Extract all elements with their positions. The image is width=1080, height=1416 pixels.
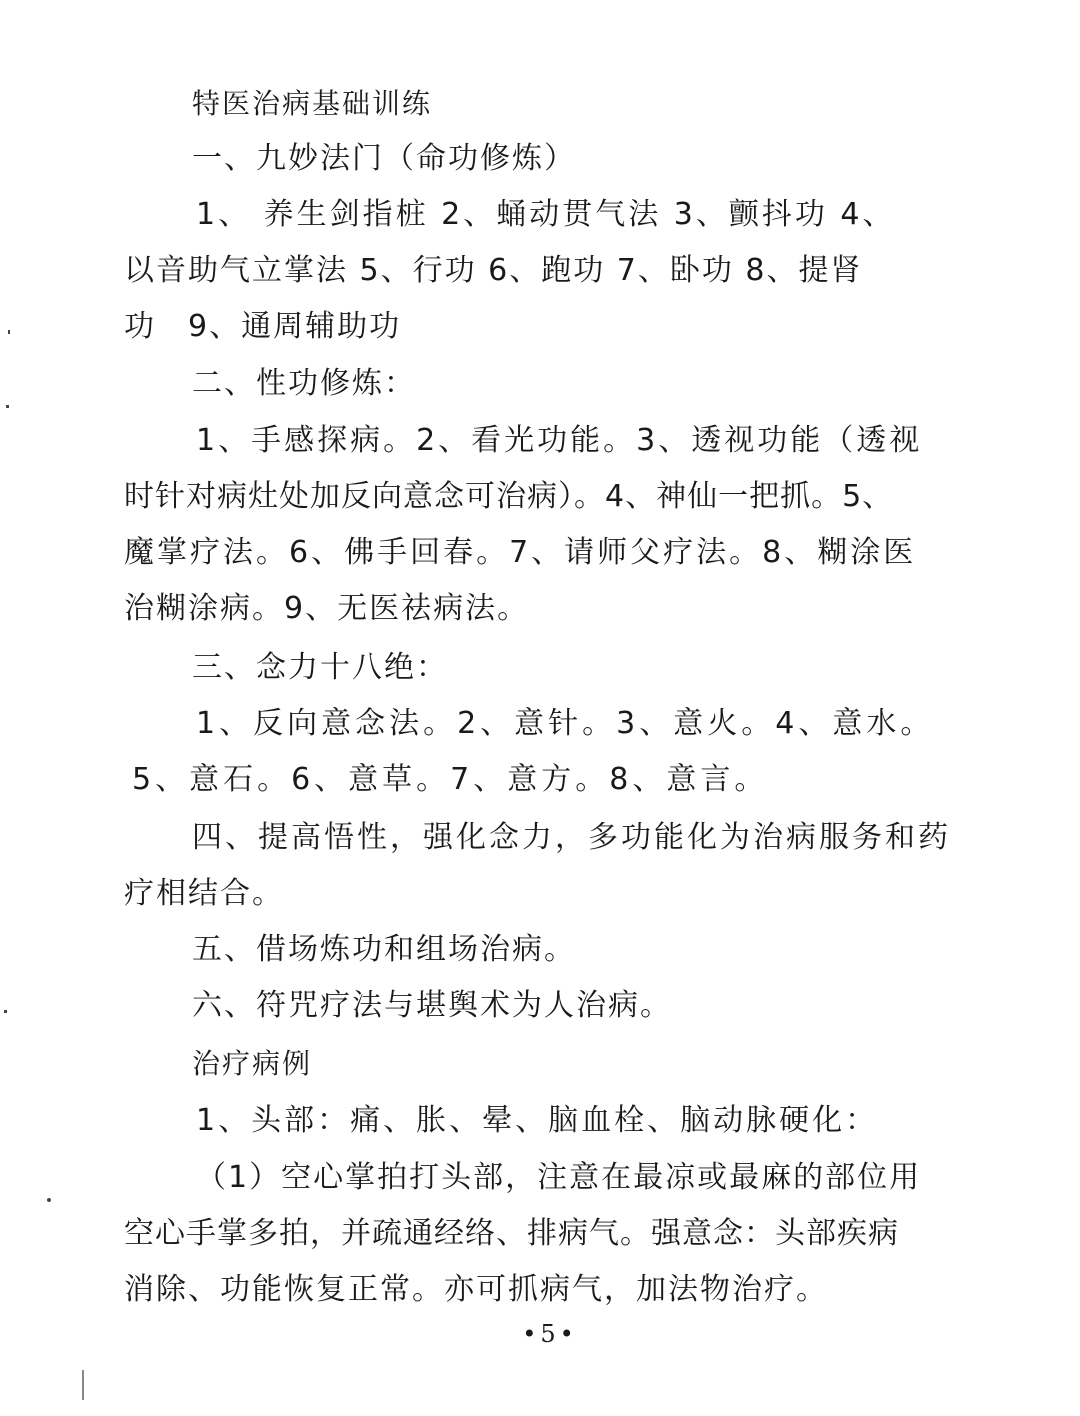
text-line: 功 9、通周辅助功 (124, 309, 402, 344)
text-line: 1、反向意念法。2、意针。3、意火。4、意水。 (196, 706, 935, 741)
text-line: 空心手掌多拍，并疏通经络、排病气。强意念：头部疾病 (124, 1216, 899, 1251)
text-line: 1、头部：痛、胀、晕、脑血栓、脑动脉硬化： (196, 1103, 879, 1138)
text-line: 1、 养生剑指桩 2、蛹动贯气法 3、颤抖功 4、 (196, 197, 896, 232)
page-number: •5• (522, 1320, 578, 1348)
scan-speck (4, 1010, 7, 1013)
text-line: 1、手感探病。2、看光功能。3、透视功能（透视 (196, 423, 923, 458)
text-line: 以音助气立掌法 5、行功 6、跑功 7、卧功 8、提肾 (124, 253, 863, 288)
text-line: 5、意石。6、意草。7、意方。8、意言。 (132, 762, 769, 797)
text-line: （1）空心掌拍打头部，注意在最凉或最麻的部位用 (196, 1160, 922, 1195)
section-heading: 三、念力十八绝： (192, 650, 448, 685)
section-heading: 四、提高悟性，强化念力，多功能化为治病服务和药 (192, 820, 951, 855)
scan-speck (82, 1370, 84, 1400)
scan-speck (8, 330, 10, 334)
text-line: 疗相结合。 (124, 876, 284, 911)
document-title: 特医治病基础训练 (192, 87, 433, 120)
section-heading: 六、符咒疗法与堪舆术为人治病。 (192, 988, 672, 1023)
text-line: 消除、功能恢复正常。亦可抓病气，加法物治疗。 (124, 1272, 828, 1307)
scan-speck (47, 1198, 51, 1202)
text-line: 治糊涂病。9、无医祛病法。 (124, 591, 530, 626)
text-line: 魔掌疗法。6、佛手回春。7、请师父疗法。8、糊涂医 (124, 535, 917, 570)
section-heading: 五、借场炼功和组场治病。 (192, 932, 576, 967)
section-heading: 一、九妙法门（命功修炼） (192, 141, 576, 176)
subsection-heading: 治疗病例 (192, 1047, 313, 1080)
text-line: 时针对病灶处加反向意念可治病）。4、神仙一把抓。5、 (124, 479, 894, 514)
section-heading: 二、性功修炼： (192, 366, 416, 401)
scan-speck (6, 405, 9, 408)
